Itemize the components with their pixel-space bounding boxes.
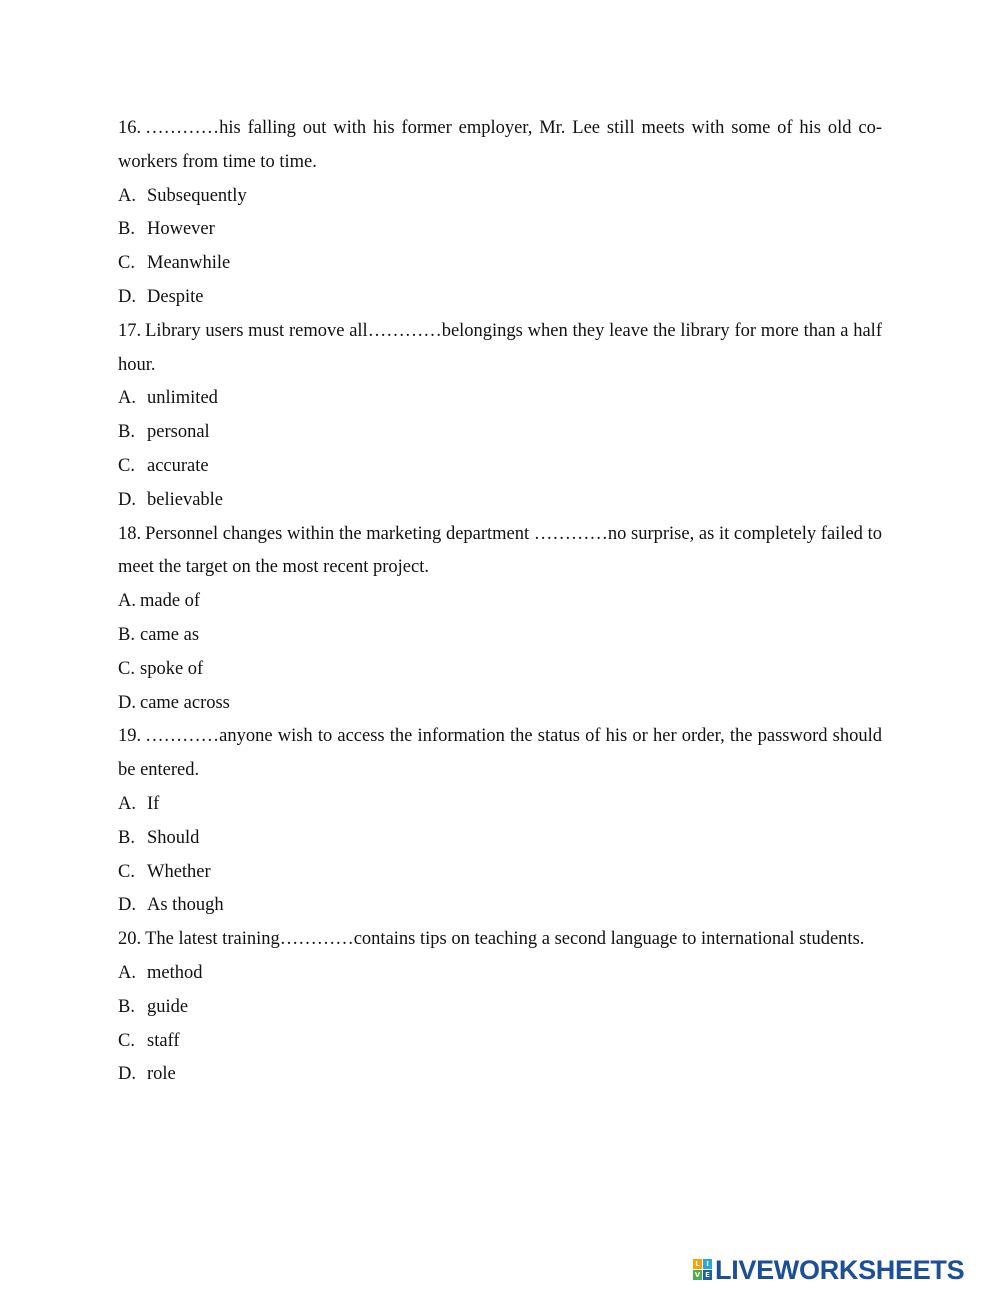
option-text: However	[147, 219, 215, 240]
option-a[interactable]	[118, 585, 882, 619]
option-a[interactable]	[118, 957, 882, 991]
question-number: 19.	[118, 726, 142, 747]
option-d[interactable]	[118, 1058, 882, 1092]
question-number: 17.	[118, 320, 142, 341]
option-text: method	[147, 962, 203, 983]
option-text: came across	[140, 692, 230, 713]
option-text: Meanwhile	[147, 253, 231, 274]
option-text: guide	[147, 996, 189, 1017]
option-text: Should	[147, 827, 200, 848]
option-b[interactable]	[118, 991, 882, 1025]
question-text: The latest training…………contains tips on teaching a second language to international students.	[145, 929, 865, 950]
option-text: made of	[140, 591, 201, 612]
question-20	[118, 923, 882, 1092]
question-stem	[118, 315, 882, 383]
option-letter: D.	[118, 286, 136, 307]
option-d[interactable]	[118, 687, 882, 721]
option-letter: D.	[118, 1064, 136, 1085]
question-stem	[118, 112, 882, 180]
option-c[interactable]	[118, 450, 882, 484]
option-text: believable	[147, 489, 224, 510]
option-d[interactable]	[118, 889, 882, 923]
question-16	[118, 112, 882, 315]
option-d[interactable]	[118, 484, 882, 518]
question-text: …………his falling out with his former employer, Mr. Lee still meets with some of his old co-workers from time to time.	[118, 118, 882, 172]
option-letter: B.	[118, 827, 135, 848]
option-text: came as	[140, 624, 200, 645]
option-letter: B.	[118, 624, 135, 645]
option-c[interactable]	[118, 1025, 882, 1059]
option-letter: D.	[118, 895, 136, 916]
option-text: Subsequently	[147, 185, 247, 206]
option-letter: A.	[118, 388, 136, 409]
option-b[interactable]	[118, 416, 882, 450]
logo-icon-letter: V	[694, 1271, 701, 1279]
option-text: unlimited	[147, 388, 218, 409]
question-text: Personnel changes within the marketing department …………no surprise, as it completely failed to meet the target on the most recent project.	[118, 523, 882, 578]
option-letter: A.	[118, 591, 136, 612]
logo-icon-letter: E	[703, 1270, 712, 1280]
option-d[interactable]	[118, 281, 882, 315]
logo-icon-letter: L	[693, 1259, 702, 1269]
option-letter: B.	[118, 422, 135, 443]
option-text: personal	[147, 422, 210, 443]
option-letter: D.	[118, 489, 136, 510]
option-letter: C.	[118, 253, 135, 274]
worksheet-page	[118, 112, 882, 1092]
option-letter: A.	[118, 793, 136, 814]
question-number: 18.	[118, 523, 142, 544]
question-number: 16.	[118, 118, 142, 138]
option-text: staff	[147, 1030, 180, 1051]
option-text: Whether	[147, 861, 211, 882]
option-text: role	[147, 1064, 176, 1085]
option-letter: A.	[118, 185, 136, 206]
question-18	[118, 518, 882, 721]
option-text: accurate	[147, 455, 209, 476]
option-c[interactable]	[118, 247, 882, 281]
question-stem	[118, 518, 882, 586]
option-letter: A.	[118, 962, 136, 983]
option-b[interactable]	[118, 822, 882, 856]
option-letter: C.	[118, 861, 135, 882]
question-19	[118, 720, 882, 923]
option-letter: C.	[118, 658, 135, 679]
question-17	[118, 315, 882, 518]
question-text: …………anyone wish to access the information the status of his or her order, the password should be entered.	[118, 726, 882, 781]
option-letter: C.	[118, 455, 135, 476]
option-text: Despite	[147, 286, 204, 307]
option-text: If	[147, 793, 160, 814]
option-letter: D.	[118, 692, 136, 713]
option-a[interactable]	[118, 382, 882, 416]
question-stem	[118, 720, 882, 788]
option-a[interactable]	[118, 180, 882, 214]
question-number: 20.	[118, 929, 142, 950]
option-text: As though	[147, 895, 224, 916]
question-text: Library users must remove all…………belongings when they leave the library for more than a half hour.	[118, 320, 882, 375]
option-letter: C.	[118, 1030, 135, 1051]
liveworksheets-logo	[693, 1255, 964, 1285]
option-text: spoke of	[140, 658, 204, 679]
option-b[interactable]	[118, 619, 882, 653]
logo-icon-letter: I	[703, 1259, 712, 1269]
option-b[interactable]	[118, 213, 882, 247]
option-letter: B.	[118, 219, 135, 240]
option-a[interactable]	[118, 788, 882, 822]
option-letter: B.	[118, 996, 135, 1017]
option-c[interactable]	[118, 653, 882, 687]
liveworksheets-logo-icon	[693, 1259, 712, 1281]
logo-text: LIVEWORKSHEETS	[715, 1254, 965, 1285]
option-c[interactable]	[118, 856, 882, 890]
question-stem	[118, 923, 882, 957]
